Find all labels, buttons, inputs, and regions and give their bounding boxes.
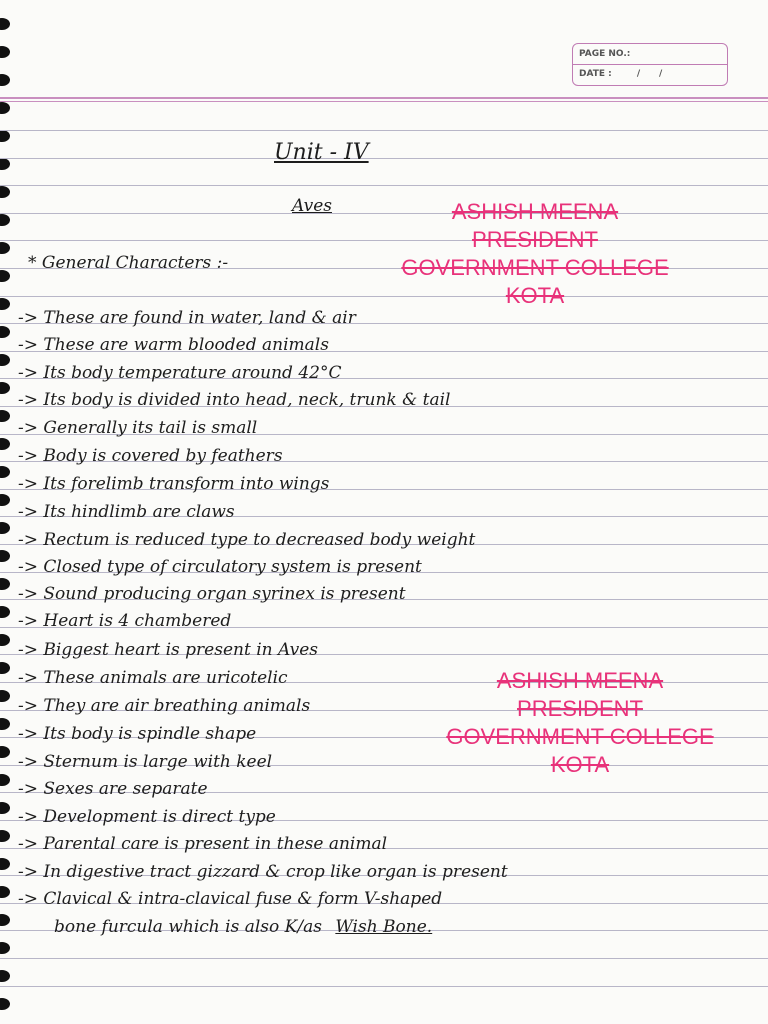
- ruled-line: [0, 130, 768, 131]
- list-item: -> These are warm blooded animals: [18, 335, 329, 355]
- page-title: Unit - IV: [274, 140, 369, 165]
- section-heading: * General Characters :-: [28, 253, 229, 273]
- spiral-hole: [0, 326, 10, 338]
- spiral-hole: [0, 550, 10, 562]
- date-label-text: DATE :: [579, 69, 612, 79]
- watermark-line: PRESIDENT: [517, 696, 643, 721]
- watermark-line: GOVERNMENT COLLEGE: [401, 255, 669, 280]
- spiral-hole: [0, 158, 10, 170]
- spiral-hole: [0, 214, 10, 226]
- list-item: -> Sound producing organ syrinex is present: [18, 584, 406, 604]
- date-separators: / /: [636, 69, 663, 79]
- spiral-hole: [0, 746, 10, 758]
- list-item: -> Rectum is reduced type to decreased body weight: [18, 530, 476, 550]
- spiral-hole: [0, 410, 10, 422]
- spiral-hole: [0, 634, 10, 646]
- page-no-label: PAGE NO.:: [579, 49, 631, 59]
- spiral-hole: [0, 270, 10, 282]
- spiral-hole: [0, 298, 10, 310]
- list-item: -> Generally its tail is small: [18, 418, 258, 438]
- watermark-line: PRESIDENT: [472, 227, 598, 252]
- spiral-hole: [0, 354, 10, 366]
- watermark-stamp-top: [370, 198, 700, 310]
- watermark-line: KOTA: [505, 283, 565, 308]
- watermark-line: ASHISH MEENA: [451, 199, 619, 224]
- list-item: -> Its forelimb transform into wings: [18, 474, 330, 494]
- list-item-continuation: [54, 917, 432, 937]
- list-item: -> Closed type of circulatory system is present: [18, 557, 422, 577]
- list-item: -> Clavical & intra-clavical fuse & form V-shaped: [18, 889, 443, 909]
- header-rule-secondary: [0, 101, 768, 102]
- spiral-hole: [0, 914, 10, 926]
- spiral-hole: [0, 858, 10, 870]
- spiral-hole: [0, 382, 10, 394]
- watermark-line: ASHISH MEENA: [496, 668, 664, 693]
- spiral-hole: [0, 718, 10, 730]
- list-item: -> Biggest heart is present in Aves: [18, 640, 318, 660]
- list-item: -> These animals are uricotelic: [18, 668, 288, 688]
- spiral-hole: [0, 942, 10, 954]
- spiral-hole: [0, 830, 10, 842]
- spiral-hole: [0, 466, 10, 478]
- list-item: -> Sternum is large with keel: [18, 752, 273, 772]
- watermark-line: GOVERNMENT COLLEGE: [446, 724, 714, 749]
- spiral-hole: [0, 102, 10, 114]
- list-item: -> These are found in water, land & air: [18, 308, 356, 328]
- date-label: [579, 69, 662, 79]
- list-item: -> Heart is 4 chambered: [18, 611, 232, 631]
- spiral-hole: [0, 606, 10, 618]
- spiral-hole: [0, 522, 10, 534]
- spiral-hole: [0, 494, 10, 506]
- ruled-line: [0, 958, 768, 959]
- list-item: -> They are air breathing animals: [18, 696, 311, 716]
- spiral-hole: [0, 998, 10, 1010]
- spiral-hole: [0, 46, 10, 58]
- spiral-hole: [0, 886, 10, 898]
- list-item: -> Development is direct type: [18, 807, 276, 827]
- page-subtitle: Aves: [292, 196, 332, 216]
- spiral-hole: [0, 438, 10, 450]
- list-item: -> Parental care is present in these animal: [18, 834, 388, 854]
- list-item: -> Body is covered by feathers: [18, 446, 283, 466]
- spiral-hole: [0, 662, 10, 674]
- list-item: -> In digestive tract gizzard & crop like organ is present: [18, 862, 508, 882]
- list-item: -> Sexes are separate: [18, 779, 208, 799]
- list-item: -> Its body is spindle shape: [18, 724, 257, 744]
- page-number-date-box: [572, 43, 728, 86]
- spiral-hole: [0, 186, 10, 198]
- spiral-hole: [0, 690, 10, 702]
- page-box-divider: [573, 64, 727, 65]
- spiral-hole: [0, 130, 10, 142]
- spiral-hole: [0, 242, 10, 254]
- spiral-hole: [0, 970, 10, 982]
- list-item: -> Its body is divided into head, neck, trunk & tail: [18, 390, 451, 410]
- spiral-hole: [0, 578, 10, 590]
- watermark-stamp-bottom: [415, 667, 745, 779]
- spiral-hole: [0, 18, 10, 30]
- continuation-text: bone furcula which is also K/as: [54, 917, 322, 937]
- watermark-line: KOTA: [550, 752, 610, 777]
- ruled-line: [0, 158, 768, 159]
- spiral-hole: [0, 774, 10, 786]
- header-rule: [0, 97, 768, 99]
- list-item: -> Its hindlimb are claws: [18, 502, 235, 522]
- list-item: -> Its body temperature around 42°C: [18, 363, 342, 383]
- ruled-line: [0, 986, 768, 987]
- ruled-line: [0, 185, 768, 186]
- wish-bone-emphasis: Wish Bone.: [335, 917, 433, 937]
- spiral-hole: [0, 74, 10, 86]
- spiral-hole: [0, 802, 10, 814]
